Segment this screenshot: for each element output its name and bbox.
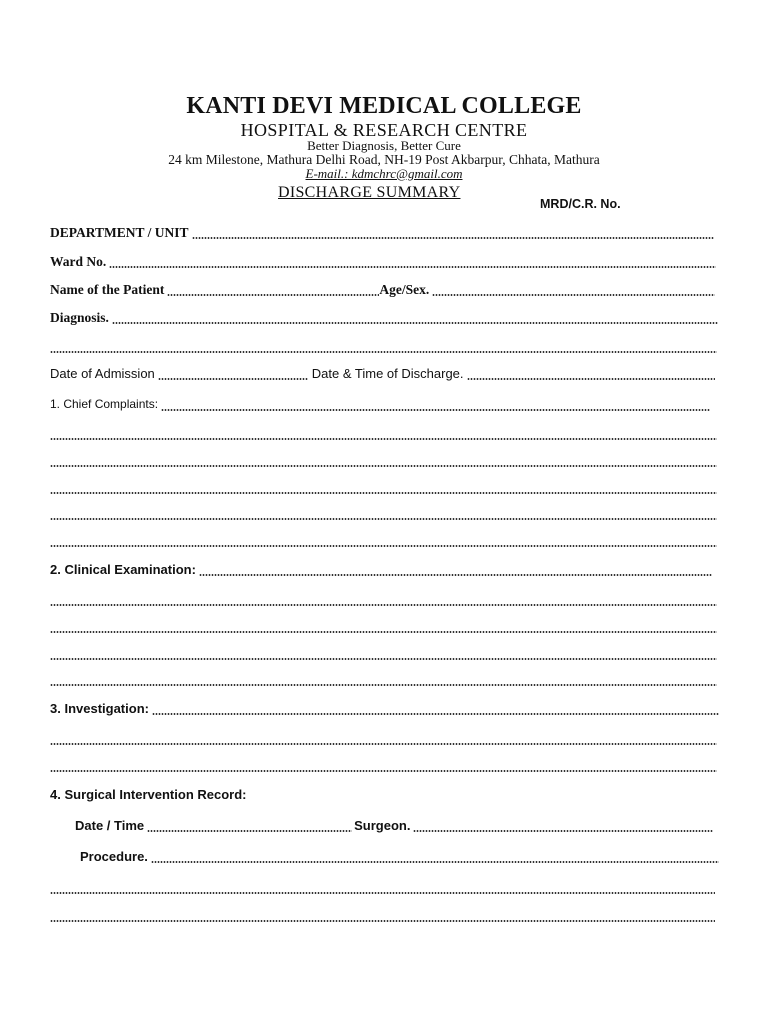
procedure-line-2[interactable] xyxy=(50,880,715,898)
date-of-discharge-label: Date & Time of Discharge. xyxy=(311,366,464,381)
clinical-examination-line-3[interactable] xyxy=(50,619,717,637)
chief-complaints-blank[interactable] xyxy=(161,409,710,411)
department-blank[interactable] xyxy=(192,237,714,239)
email-address: E-mail.: kdmchrc@gmail.com xyxy=(305,166,463,181)
clinical-examination-line-5[interactable] xyxy=(50,672,717,690)
surgical-intervention-heading xyxy=(50,787,247,805)
diagnosis-label: Diagnosis. xyxy=(50,310,109,325)
clinical-examination-label: 2. Clinical Examination: xyxy=(50,562,196,577)
date-time-blank[interactable] xyxy=(147,830,352,832)
blank-line[interactable] xyxy=(50,604,717,606)
blank-line[interactable] xyxy=(50,545,717,547)
blank-line[interactable] xyxy=(50,920,715,922)
date-of-discharge-blank[interactable] xyxy=(467,378,715,380)
age-sex-blank[interactable] xyxy=(432,294,715,296)
chief-complaints-line-5[interactable] xyxy=(50,506,717,524)
investigation-field[interactable] xyxy=(50,701,719,719)
department-field[interactable] xyxy=(50,225,714,243)
clinical-examination-field[interactable] xyxy=(50,562,712,580)
tagline: Better Diagnosis, Better Cure xyxy=(307,138,461,153)
procedure-line-3[interactable] xyxy=(50,908,715,926)
age-sex-label: Age/Sex. xyxy=(379,282,430,297)
blank-line[interactable] xyxy=(50,492,717,494)
mrd-cr-number-label: MRD/C.R. No. xyxy=(540,197,621,211)
diagnosis-line-2[interactable] xyxy=(50,339,717,357)
blank-line[interactable] xyxy=(50,465,717,467)
surgery-date-field[interactable] xyxy=(75,818,713,836)
chief-complaints-line-4[interactable] xyxy=(50,480,717,498)
date-of-admission-label: Date of Admission xyxy=(50,366,155,381)
blank-line[interactable] xyxy=(50,658,717,660)
investigation-blank[interactable] xyxy=(152,713,719,715)
ward-blank[interactable] xyxy=(109,266,716,268)
clinical-examination-line-2[interactable] xyxy=(50,592,717,610)
document-title: DISCHARGE SUMMARY xyxy=(278,184,461,201)
college-name: KANTI DEVI MEDICAL COLLEGE xyxy=(186,93,582,119)
blank-line[interactable] xyxy=(50,438,717,440)
date-time-label: Date / Time xyxy=(75,818,145,833)
blank-line[interactable] xyxy=(50,743,717,745)
investigation-line-3[interactable] xyxy=(50,758,717,776)
ward-field[interactable] xyxy=(50,254,716,272)
blank-line[interactable] xyxy=(50,518,717,520)
address: 24 km Milestone, Mathura Delhi Road, NH-19 Post Akbarpur, Chhata, Mathura xyxy=(168,152,600,167)
clinical-examination-line-4[interactable] xyxy=(50,646,717,664)
procedure-field[interactable] xyxy=(80,849,719,867)
chief-complaints-label: 1. Chief Complaints: xyxy=(50,397,159,411)
diagnosis-field[interactable] xyxy=(50,310,718,328)
diagnosis-blank-2[interactable] xyxy=(50,351,717,353)
diagnosis-blank[interactable] xyxy=(112,322,718,324)
patient-name-field[interactable] xyxy=(50,282,715,300)
hospital-subtitle: HOSPITAL & RESEARCH CENTRE xyxy=(240,120,528,140)
department-label: DEPARTMENT / UNIT xyxy=(50,225,189,240)
blank-line[interactable] xyxy=(50,684,717,686)
patient-name-label: Name of the Patient xyxy=(50,282,165,297)
patient-name-blank[interactable] xyxy=(167,294,379,296)
ward-label: Ward No. xyxy=(50,254,107,269)
blank-line[interactable] xyxy=(50,892,715,894)
surgical-intervention-label: 4. Surgical Intervention Record: xyxy=(50,787,247,802)
clinical-examination-blank[interactable] xyxy=(199,574,712,576)
blank-line[interactable] xyxy=(50,770,717,772)
blank-line[interactable] xyxy=(50,631,717,633)
investigation-line-2[interactable] xyxy=(50,731,717,749)
chief-complaints-field[interactable] xyxy=(50,397,710,415)
chief-complaints-line-3[interactable] xyxy=(50,453,717,471)
investigation-label: 3. Investigation: xyxy=(50,701,149,716)
surgeon-label: Surgeon. xyxy=(354,818,411,833)
chief-complaints-line-6[interactable] xyxy=(50,533,717,551)
chief-complaints-line-2[interactable] xyxy=(50,426,717,444)
dates-field[interactable] xyxy=(50,366,715,384)
procedure-blank[interactable] xyxy=(151,861,719,863)
date-of-admission-blank[interactable] xyxy=(158,378,308,380)
surgeon-blank[interactable] xyxy=(413,830,713,832)
procedure-label: Procedure. xyxy=(80,849,148,864)
